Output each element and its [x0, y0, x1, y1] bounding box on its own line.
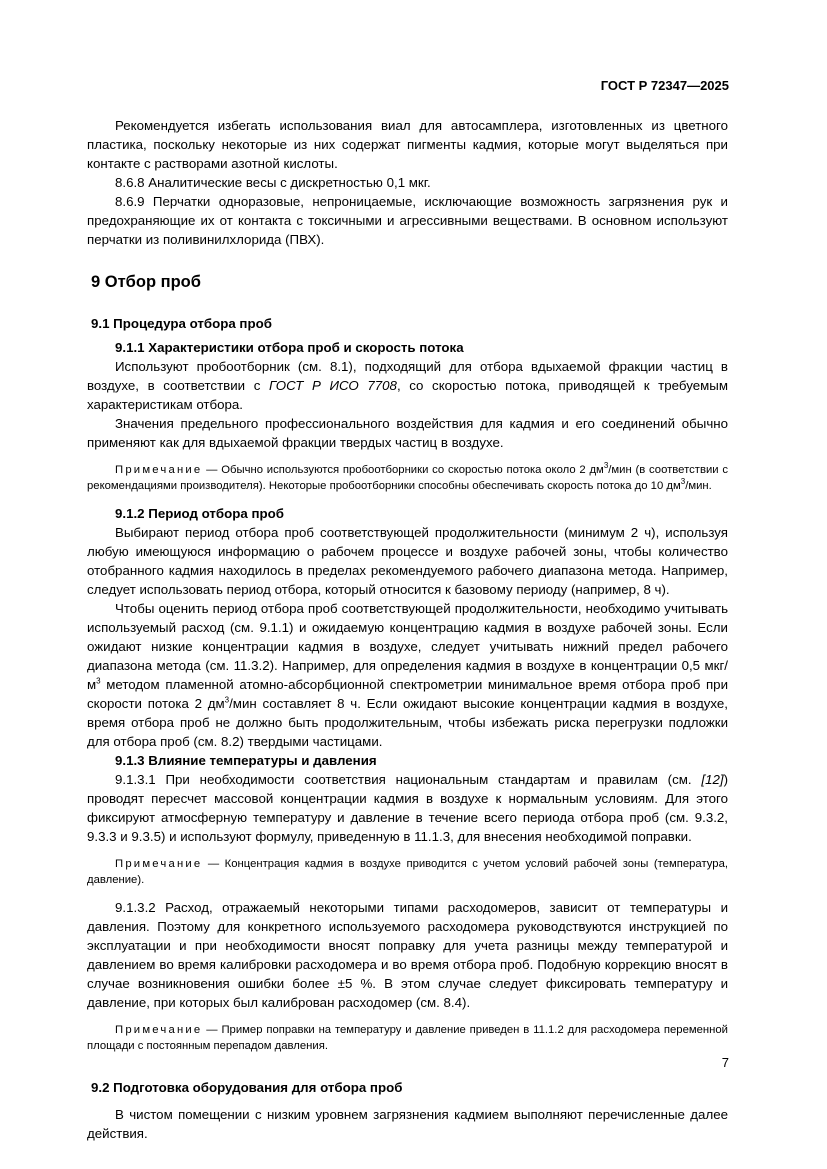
document-code: ГОСТ Р 72347—2025 — [600, 78, 729, 93]
text: /мин (в соответствии с рекомендациями производителя). Некоторые пробоотборники способны обеспечивать скорость потока до 10 дм — [87, 464, 728, 492]
superscript: 3 — [96, 676, 101, 686]
subsection-heading: 9.2 Подготовка оборудования для отбора проб — [91, 1080, 403, 1095]
note-label: Примечание — [115, 464, 203, 476]
paragraph: 8.6.9 Перчатки одноразовые, непроницаемые, исключающие возможность загрязнения рук и предохраняющие их от контакта с токсичными и агрессивными веществами. В основном используют перчатки из поливинилхлорида (ПВХ). — [87, 194, 728, 247]
note-label: Примечание — [115, 1024, 203, 1036]
text: — Концентрация кадмия в воздухе приводится с учетом условий рабочей зоны (температура, давление). — [87, 858, 728, 886]
note — [87, 856, 728, 888]
text: 9.1.3.1 При необходимости соответствия национальным стандартам и правилам (см. — [115, 772, 702, 787]
superscript: 3 — [680, 477, 686, 487]
text: Используют пробоотборник (см. 8.1), подходящий для отбора вдыхаемой фракции частиц в воздухе, в соответствии с — [87, 359, 728, 393]
page-number: 7 — [721, 1055, 729, 1070]
text: Чтобы оценить период отбора проб соответствующей продолжительности, необходимо учитывать используемый расход (см. 9.1.1) и ожидаемую концентрацию кадмия в воздухе рабочей зоны. Если ожидают низкие концентрации кадмия в воздухе, следует учитывать нижний предел рабочего диапазона метода (см. 11.3.2). Например, для определения кадмия в воздухе в концентрации 0,5 мкг/м — [87, 601, 728, 692]
text: — Обычно используются пробоотборники со скоростью потока около 2 дм — [202, 464, 604, 476]
paragraph: Выбирают период отбора проб соответствующей продолжительности (минимум 2 ч), используя любую имеющуюся информацию о рабочем процессе и воздухе рабочей зоны, чтобы количество отобранного кадмия находилось в пределах рекомендуемого рабочего диапазона метода. Например, следует использовать период отбора, который относится к базовому периоду (например, 8 ч). — [87, 525, 728, 597]
text: , со скоростью потока, приводящей к требуемым характеристикам отбора. — [87, 378, 728, 412]
paragraph — [87, 357, 728, 414]
note — [87, 1022, 728, 1054]
text: — Пример поправки на температуру и давление приведен в 11.1.2 для расходомера переменной площади с постоянным перепадом давления. — [87, 1024, 728, 1052]
paragraph: Значения предельного профессионального воздействия для кадмия и его соединений обычно применяют как для вдыхаемой фракции твердых частиц в воздухе. — [87, 416, 728, 450]
paragraph — [87, 770, 728, 846]
subsection-heading: 9.1.2 Период отбора проб — [115, 506, 284, 521]
text: /мин составляет 8 ч. Если ожидают высокие концентрации кадмия в воздухе, время отбора проб не должно быть продолжительным, чтобы избежать риска перегрузки подложки для отбора проб (см. 8.2) твердыми частицами. — [87, 696, 728, 749]
section-heading: 9 Отбор проб — [91, 273, 201, 291]
note-label: Примечание — [115, 858, 203, 870]
paragraph: Рекомендуется избегать использования виал для автосамплера, изготовленных из цветного пластика, поскольку некоторые из них содержат пигменты кадмия, которые могут выделяться при контакте с растворами азотной кислоты. — [87, 118, 728, 171]
text: /мин. — [685, 480, 712, 492]
bibliography-reference: [12] — [701, 772, 724, 787]
paragraph: 9.1.3.2 Расход, отражаемый некоторыми типами расходомеров, зависит от температуры и давления. Поэтому для конкретного используемого расходомера руководствуются инструкцией по эксплуатации и при необходимости вносят поправку для учета разницы между температурой и давлением во время калибровки расходомера и во время отбора проб. Подобную коррекцию вносят в случае возникновения ошибки более ±5 %. В этом случае следует фиксировать температуру и давление, при которых был калиброван расходомер (см. 8.4). — [87, 900, 728, 1010]
superscript: 3 — [603, 461, 609, 471]
standard-reference: ГОСТ Р ИСО 7708 — [268, 378, 397, 393]
text: ) проводят пересчет массовой концентрации кадмия в воздухе к нормальным условиям. Для этого фиксируют атмосферную температуру и давление в течение всего периода отбора проб (см. 9.3.2, 9.3.3 и 9.3.5) и используют формулу, приведенную в 11.1.3, для внесения необходимой поправки. — [87, 772, 728, 844]
paragraph — [87, 599, 728, 751]
subsection-heading: 9.1.3 Влияние температуры и давления — [115, 753, 377, 768]
paragraph: В чистом помещении с низким уровнем загрязнения кадмием выполняют перечисленные далее действия. — [87, 1107, 728, 1141]
superscript: 3 — [224, 695, 230, 705]
note — [87, 462, 728, 494]
document-body — [87, 116, 728, 1143]
paragraph: 8.6.8 Аналитические весы с дискретностью 0,1 мкг. — [115, 175, 431, 190]
subsection-heading: 9.1.1 Характеристики отбора проб и скорость потока — [115, 340, 464, 355]
subsection-heading: 9.1 Процедура отбора проб — [91, 316, 272, 331]
text: методом пламенной атомно-абсорбционной спектрометрии минимальное время отбора проб при скорости потока 2 дм — [87, 677, 728, 711]
